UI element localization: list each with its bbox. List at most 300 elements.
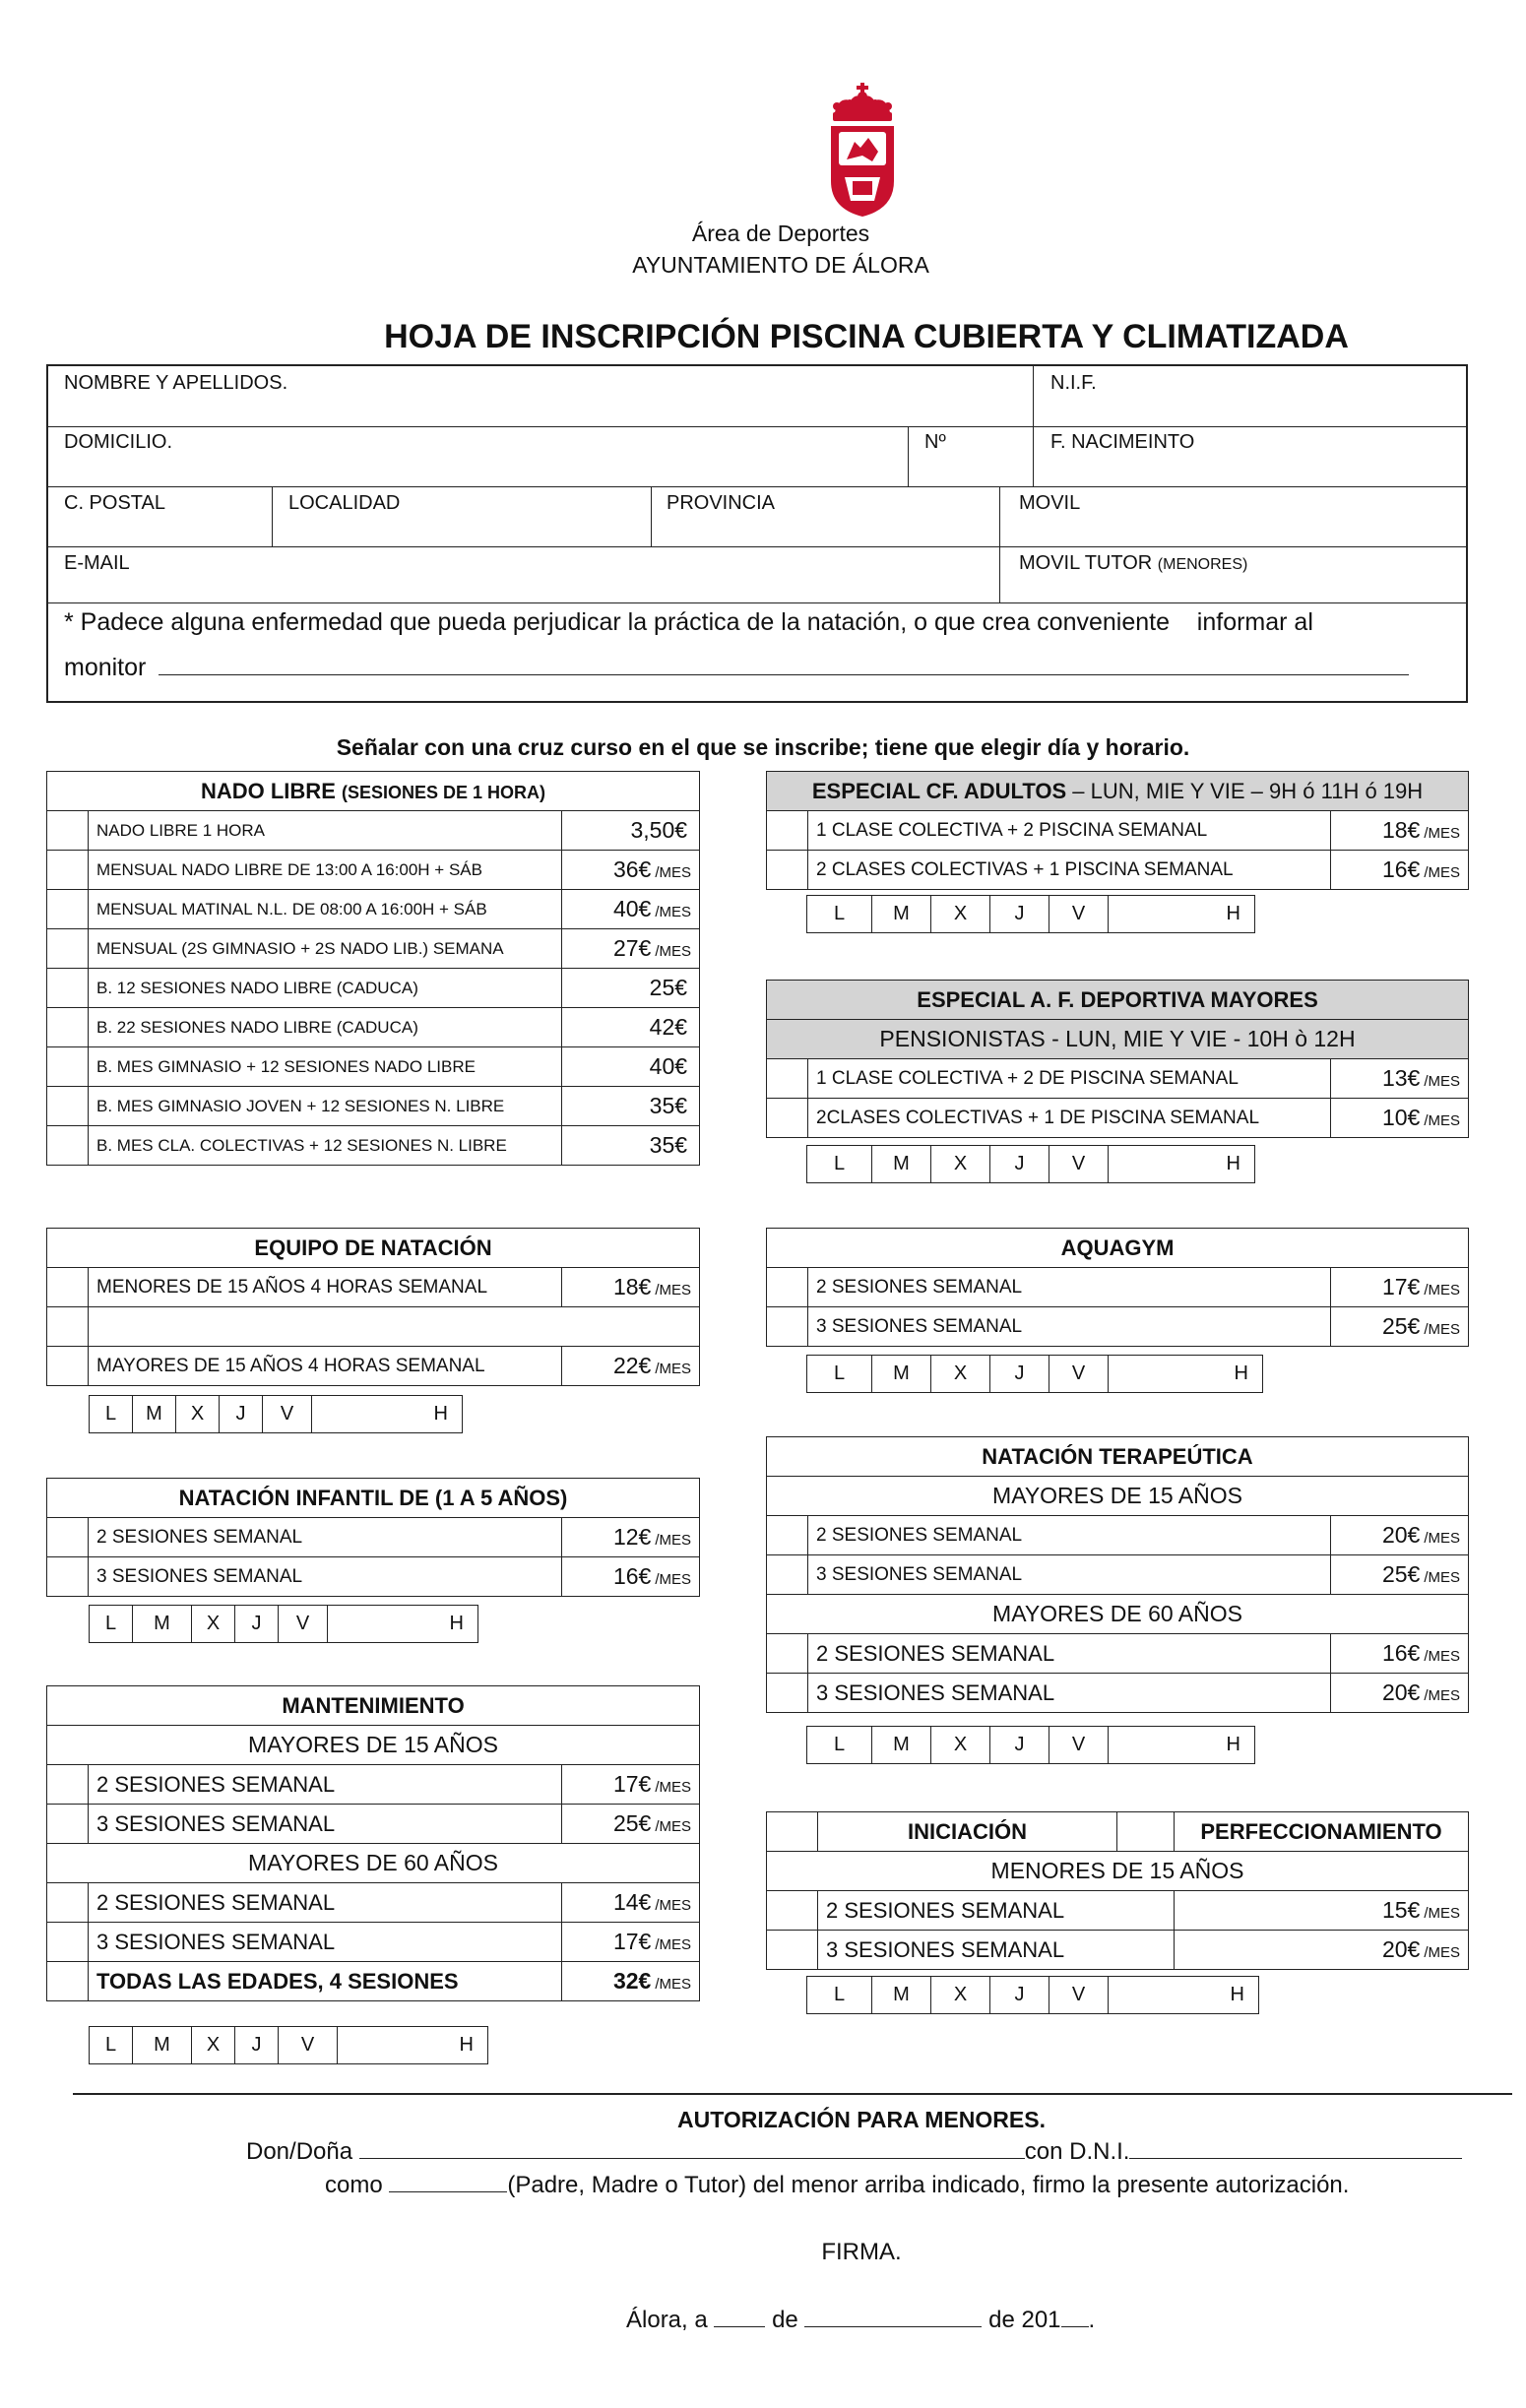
course-label: 2 SESIONES SEMANAL [808,1516,1331,1555]
locality-field[interactable]: LOCALIDAD [288,492,401,514]
relation-blank[interactable] [389,2172,507,2192]
course-row [767,811,1469,851]
course-checkbox[interactable] [47,929,89,969]
name-field[interactable]: NOMBRE Y APELLIDOS. [64,372,288,394]
equipo-header: EQUIPO DE NATACIÓN [47,1229,700,1268]
price-cell [562,1268,700,1307]
course-row [47,1883,700,1923]
group-label: MAYORES DE 60 AÑOS [47,1844,700,1883]
council-name: AYUNTAMIENTO DE ÁLORA [632,252,929,278]
day-option-l[interactable]: L [807,1727,872,1764]
course-checkbox[interactable] [767,1891,818,1931]
course-row [767,1674,1469,1713]
mantenimiento-header: MANTENIMIENTO [47,1686,700,1726]
price-value: 40€ [649,1053,688,1079]
de-label-2: de 201 [988,2307,1061,2333]
day-option-h[interactable]: H [1109,1727,1255,1764]
especial-af-header: ESPECIAL A. F. DEPORTIVA MAYORES [767,981,1469,1020]
illness-question: * Padece alguna enfermedad que pueda perjudicar la práctica de la natación, o que crea conveniente informar al [64,608,1313,636]
course-row [47,929,700,969]
nado-libre-table [46,771,700,1166]
price-cell [562,1518,700,1557]
guardian-mobile-label: MOVIL TUTOR [1019,552,1153,574]
course-checkbox[interactable] [47,1087,89,1126]
day-option-j[interactable]: J [990,1146,1049,1183]
perfeccionamiento-checkbox[interactable] [1117,1812,1175,1852]
day-option-j[interactable]: J [220,1396,263,1433]
spacer-row [47,1307,700,1347]
infantil-header: NATACIÓN INFANTIL DE (1 A 5 AÑOS) [47,1479,700,1518]
course-row [767,1555,1469,1595]
day-option-h[interactable]: H [312,1396,463,1433]
email-field[interactable]: E-MAIL [64,552,130,574]
group-row [47,1844,700,1883]
course-label: 3 SESIONES SEMANAL [808,1555,1331,1595]
authorization-divider [73,2093,1512,2095]
price-value: 10€ [1381,1105,1421,1130]
place-label: Álora, a [626,2307,708,2333]
course-checkbox[interactable] [47,811,89,851]
course-row [47,1008,700,1047]
course-checkbox[interactable] [47,1883,89,1923]
course-label: 3 SESIONES SEMANAL [818,1931,1175,1970]
course-label: MENSUAL MATINAL N.L. DE 08:00 A 16:00H + SÁB [89,890,562,929]
price-value: 40€ [612,896,652,921]
course-checkbox[interactable] [767,1059,808,1099]
price-value: 32€ [612,1968,652,1994]
day-option-v[interactable]: V [279,1606,328,1643]
course-row [47,851,700,890]
day-option-x[interactable]: X [931,1146,990,1183]
course-row [47,1923,700,1962]
price-unit: /MES [655,1818,692,1835]
course-checkbox[interactable] [767,1268,808,1307]
course-row [767,1516,1469,1555]
price-value: 22€ [612,1353,652,1378]
spacer-cell [89,1307,700,1347]
especial-cf-header: ESPECIAL CF. ADULTOS – LUN, MIE Y VIE – 9H ó 11H ó 19H [767,772,1469,811]
price-unit: /MES [1424,1687,1460,1704]
course-label: 2 SESIONES SEMANAL [818,1891,1175,1931]
authorization-title: AUTORIZACIÓN PARA MENORES. [677,2107,1046,2132]
equipo-day-selector [89,1395,463,1433]
course-checkbox[interactable] [47,1047,89,1087]
course-row [767,1307,1469,1347]
day-option-l[interactable]: L [807,1146,872,1183]
price-value: 42€ [649,1014,688,1040]
price-value: 13€ [1381,1065,1421,1091]
day-option-v[interactable]: V [1049,896,1109,933]
day-option-j[interactable]: J [990,1727,1049,1764]
iniciacion-checkbox[interactable] [767,1812,818,1852]
guardian-mobile-field[interactable] [1019,552,1247,575]
price-value: 20€ [1381,1679,1421,1705]
day-option-v[interactable]: V [1049,1146,1109,1183]
day-option-l[interactable]: L [90,2027,133,2064]
day-option-x[interactable]: X [931,1977,990,2014]
day-option-h[interactable]: H [338,2027,488,2064]
day-blank[interactable] [714,2307,765,2327]
price-unit: /MES [1424,1282,1461,1299]
terapeutica-header: NATACIÓN TERAPEÚTICA [767,1437,1469,1477]
mantenimiento-day-selector [89,2026,488,2064]
price-unit: /MES [655,1282,692,1299]
terapeutica-day-selector [806,1726,1255,1764]
price-unit: /MES [1424,825,1461,842]
price-unit: /MES [655,1361,692,1377]
course-checkbox[interactable] [767,1099,808,1138]
number-field[interactable]: Nº [924,431,946,453]
price-value: 16€ [1381,856,1421,882]
course-label: MENORES DE 15 AÑOS 4 HORAS SEMANAL [89,1268,562,1307]
price-cell [562,1347,700,1386]
price-unit: /MES [655,864,692,881]
price-value: 17€ [1381,1274,1421,1299]
price-cell [1331,1307,1469,1347]
price-value: 16€ [612,1563,652,1589]
como-label: como [325,2172,383,2198]
course-checkbox[interactable] [767,1634,808,1674]
day-option-v[interactable]: V [1049,1356,1109,1393]
department-name: Área de Deportes [691,221,870,246]
day-option-m[interactable]: M [872,1727,931,1764]
course-row [47,811,700,851]
price-unit: /MES [655,1976,692,1993]
don-label: Don/Doña [246,2138,353,2165]
spacer-checkbox[interactable] [47,1307,89,1347]
guardian-name-blank[interactable] [359,2138,1025,2159]
day-option-h[interactable]: H [1109,1977,1259,2014]
price-unit: /MES [655,1532,691,1549]
aquagym-day-selector [806,1355,1263,1393]
price-cell [562,1805,700,1844]
price-unit: /MES [655,1897,692,1914]
price-unit: /MES [1424,1073,1461,1090]
price-value: 17€ [612,1929,652,1954]
price-cell [1175,1931,1469,1970]
course-label: MENSUAL (2S GIMNASIO + 2S NADO LIB.) SEMANA [89,929,562,969]
course-checkbox[interactable] [767,1307,808,1347]
course-label: 3 SESIONES SEMANAL [808,1674,1331,1713]
course-checkbox[interactable] [47,1765,89,1805]
day-option-l[interactable]: L [807,1356,872,1393]
price-unit: /MES [1424,1530,1460,1547]
price-cell [562,1923,700,1962]
course-label: 3 SESIONES SEMANAL [89,1805,562,1844]
illness-monitor-line[interactable] [64,654,1409,682]
day-option-l[interactable]: L [90,1396,133,1433]
course-checkbox[interactable] [47,1962,89,2001]
course-label: 3 SESIONES SEMANAL [808,1307,1331,1347]
day-option-m[interactable]: M [872,1146,931,1183]
place-date-line [626,2307,1095,2334]
course-label: NADO LIBRE 1 HORA [89,811,562,851]
course-checkbox[interactable] [767,1674,808,1713]
monitor-label: monitor [64,654,147,681]
province-field[interactable]: PROVINCIA [667,492,776,514]
day-option-h[interactable]: H [1109,896,1255,933]
dni-blank[interactable] [1129,2138,1462,2159]
course-label: 3 SESIONES SEMANAL [89,1923,562,1962]
price-value: 25€ [1381,1313,1421,1339]
price-unit: /MES [1424,1905,1460,1922]
price-cell [562,1962,700,2001]
day-option-l[interactable]: L [807,896,872,933]
price-value: 15€ [1381,1897,1421,1923]
course-checkbox[interactable] [767,1555,808,1595]
day-option-h[interactable]: H [328,1606,478,1643]
signature-label: FIRMA. [821,2239,902,2265]
price-cell [1331,1516,1469,1555]
course-label: B. MES CLA. COLECTIVAS + 12 SESIONES N. LIBRE [89,1126,562,1166]
course-checkbox[interactable] [47,890,89,929]
course-label: 2CLASES COLECTIVAS + 1 DE PISCINA SEMANAL [808,1099,1331,1138]
course-label: B. MES GIMNASIO JOVEN + 12 SESIONES N. LIBRE [89,1087,562,1126]
course-row [47,1557,700,1597]
postal-code-field[interactable]: C. POSTAL [64,492,165,514]
price-value: 14€ [612,1889,652,1915]
day-option-j[interactable]: J [235,2027,279,2064]
especial-af-subtitle: PENSIONISTAS - LUN, MIE Y VIE - 10H ò 12H [767,1020,1469,1059]
price-unit: /MES [1424,864,1461,881]
authorization-don-line [246,2138,1462,2166]
price-value: 16€ [1381,1640,1421,1666]
course-row [47,1805,700,1844]
course-row [47,1268,700,1307]
price-value: 25€ [1381,1561,1421,1587]
price-unit: /MES [1424,1569,1460,1586]
day-option-x[interactable]: X [931,1356,990,1393]
course-checkbox[interactable] [767,851,808,890]
day-option-j[interactable]: J [990,1356,1049,1393]
course-label: 1 CLASE COLECTIVA + 2 DE PISCINA SEMANAL [808,1059,1331,1099]
end-dot: . [1088,2307,1096,2333]
course-label: 2 SESIONES SEMANAL [89,1765,562,1805]
course-label: B. 12 SESIONES NADO LIBRE (CADUCA) [89,969,562,1008]
course-row [767,1268,1469,1307]
price-value: 25€ [649,975,688,1000]
course-row [767,1059,1469,1099]
price-cell [562,929,700,969]
course-label: 2 CLASES COLECTIVAS + 1 PISCINA SEMANAL [808,851,1331,890]
price-cell [562,890,700,929]
price-cell [562,1765,700,1805]
course-row [47,969,700,1008]
price-value: 35€ [649,1093,688,1118]
course-row [47,1047,700,1087]
price-cell [1175,1891,1469,1931]
day-option-h[interactable]: H [1109,1356,1263,1393]
iniciacion-day-selector [806,1976,1259,2014]
course-checkbox[interactable] [47,1347,89,1386]
price-value: 27€ [612,935,652,961]
day-option-m[interactable]: M [872,1977,931,2014]
course-row [767,1634,1469,1674]
day-option-j[interactable]: J [235,1606,279,1643]
de-label-1: de [772,2307,798,2333]
course-label: B. 22 SESIONES NADO LIBRE (CADUCA) [89,1008,562,1047]
course-row [47,1962,700,2001]
price-value: 35€ [649,1132,688,1158]
price-value: 18€ [1381,817,1421,843]
price-cell [562,1557,700,1597]
price-unit: /MES [655,1936,692,1953]
aquagym-header: AQUAGYM [767,1229,1469,1268]
day-option-x[interactable]: X [176,1396,220,1433]
price-unit: /MES [655,943,692,960]
course-row [767,1891,1469,1931]
group-label: MAYORES DE 60 AÑOS [767,1595,1469,1634]
course-row [47,1765,700,1805]
day-option-m[interactable]: M [133,2027,192,2064]
course-checkbox[interactable] [47,1557,89,1597]
price-value: 25€ [612,1810,652,1836]
price-cell [1331,1634,1469,1674]
course-label: TODAS LAS EDADES, 4 SESIONES [89,1962,562,2001]
cf-day-selector [806,895,1255,933]
day-option-x[interactable]: X [931,896,990,933]
course-checkbox[interactable] [47,1518,89,1557]
course-label: 2 SESIONES SEMANAL [89,1883,562,1923]
price-value: 36€ [612,856,652,882]
course-checkbox[interactable] [767,1516,808,1555]
day-option-m[interactable]: M [872,896,931,933]
price-unit: /MES [655,1779,692,1796]
course-row [767,851,1469,890]
price-cell [562,851,700,890]
course-label: B. MES GIMNASIO + 12 SESIONES NADO LIBRE [89,1047,562,1087]
price-cell [562,969,700,1008]
price-value: 18€ [612,1274,652,1299]
especial-cf-table [766,771,1469,890]
course-checkbox[interactable] [767,1931,818,1970]
price-value: 20€ [1381,1522,1421,1548]
birthdate-field[interactable]: F. NACIMEINTO [1050,431,1195,453]
day-option-l[interactable]: L [807,1977,872,2014]
price-cell [1331,1268,1469,1307]
price-cell [1331,1555,1469,1595]
instruction-text: Señalar con una cruz curso en el que se inscribe; tiene que elegir día y horario. [336,734,1190,760]
price-unit: /MES [655,904,692,920]
price-value: 3,50€ [630,817,688,843]
price-unit: /MES [1424,1321,1461,1338]
illness-blank[interactable] [159,657,1409,675]
course-row [767,1931,1469,1970]
day-option-h[interactable]: H [1109,1146,1255,1183]
course-label: 1 CLASE COLECTIVA + 2 PISCINA SEMANAL [808,811,1331,851]
price-cell [562,1047,700,1087]
perfeccionamiento-header: PERFECCIONAMIENTO [1175,1812,1469,1852]
personal-data-box [46,364,1468,703]
course-row [47,1087,700,1126]
course-label: 2 SESIONES SEMANAL [808,1634,1331,1674]
course-label: 3 SESIONES SEMANAL [89,1557,562,1597]
month-blank[interactable] [804,2307,982,2327]
group-row [767,1595,1469,1634]
iniciacion-group: MENORES DE 15 AÑOS [767,1852,1469,1891]
especial-af-table [766,980,1469,1138]
course-checkbox[interactable] [47,1923,89,1962]
price-cell [1331,1099,1469,1138]
price-cell [1331,1059,1469,1099]
day-option-m[interactable]: M [133,1606,192,1643]
price-unit: /MES [1424,1944,1460,1961]
course-checkbox[interactable] [47,1008,89,1047]
guardian-mobile-note: (MENORES) [1157,556,1248,573]
day-option-m[interactable]: M [133,1396,176,1433]
day-option-x[interactable]: X [931,1727,990,1764]
day-option-v[interactable]: V [279,2027,338,2064]
price-value: 20€ [1381,1936,1421,1962]
nif-field[interactable]: N.I.F. [1050,372,1097,394]
price-value: 12€ [612,1524,652,1550]
price-unit: /MES [1424,1112,1461,1129]
price-cell [562,1126,700,1166]
course-label: MAYORES DE 15 AÑOS 4 HORAS SEMANAL [89,1347,562,1386]
course-row [47,1126,700,1166]
nado-libre-header: NADO LIBRE (SESIONES DE 1 HORA) [47,772,700,811]
course-checkbox[interactable] [47,851,89,890]
iniciacion-table [766,1811,1469,1970]
equipo-table [46,1228,700,1386]
infantil-day-selector [89,1605,478,1643]
day-option-v[interactable]: V [1049,1727,1109,1764]
year-blank[interactable] [1061,2307,1089,2327]
mantenimiento-table [46,1685,700,2001]
af-day-selector [806,1145,1255,1183]
course-checkbox[interactable] [767,811,808,851]
course-checkbox[interactable] [47,1268,89,1307]
day-option-m[interactable]: M [872,1356,931,1393]
price-cell [1331,1674,1469,1713]
price-cell [1331,811,1469,851]
day-option-x[interactable]: X [192,1606,235,1643]
aquagym-table [766,1228,1469,1347]
price-value: 17€ [612,1771,652,1797]
course-checkbox[interactable] [47,1126,89,1166]
day-option-j[interactable]: J [990,896,1049,933]
day-option-l[interactable]: L [90,1606,133,1643]
course-label: MENSUAL NADO LIBRE DE 13:00 A 16:00H + SÁB [89,851,562,890]
dni-label: con D.N.I. [1024,2138,1130,2165]
coat-of-arms-logo [825,83,900,217]
day-option-v[interactable]: V [1049,1977,1109,2014]
iniciacion-header: INICIACIÓN [818,1812,1117,1852]
price-unit: /MES [1424,1648,1460,1665]
address-field[interactable]: DOMICILIO. [64,431,173,453]
authorization-statement: (Padre, Madre o Tutor) del menor arriba indicado, firmo la presente autorización. [507,2172,1350,2198]
price-cell [562,1087,700,1126]
day-option-x[interactable]: X [192,2027,235,2064]
course-row [47,890,700,929]
mantenimiento-group-15: MAYORES DE 15 AÑOS [47,1726,700,1765]
price-unit: /MES [655,1571,691,1588]
day-option-j[interactable]: J [990,1977,1049,2014]
authorization-como-line [325,2172,1349,2199]
mobile-field[interactable]: MOVIL [1019,492,1081,514]
course-row [47,1518,700,1557]
course-checkbox[interactable] [47,1805,89,1844]
terapeutica-group-15: MAYORES DE 15 AÑOS [767,1477,1469,1516]
course-label: 2 SESIONES SEMANAL [808,1268,1331,1307]
course-checkbox[interactable] [47,969,89,1008]
price-cell [562,811,700,851]
price-cell [562,1008,700,1047]
day-option-v[interactable]: V [263,1396,312,1433]
course-row [767,1099,1469,1138]
terapeutica-table [766,1436,1469,1713]
course-label: 2 SESIONES SEMANAL [89,1518,562,1557]
